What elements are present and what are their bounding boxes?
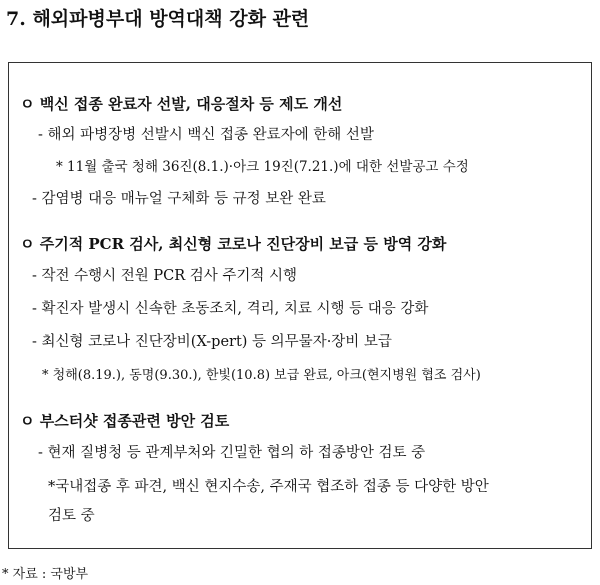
heading-2: ㅇ 주기적 PCR 검사, 최신형 코로나 진단장비 보급 등 방역 강화 bbox=[20, 235, 447, 253]
item: - 작전 수행시 전원 PCR 검사 주기적 시행 bbox=[32, 268, 298, 284]
heading-3: ㅇ 부스터샷 접종관련 방안 검토 bbox=[20, 412, 230, 430]
source-note: * 자료 : 국방부 bbox=[2, 567, 89, 582]
note-continued: 검토 중 bbox=[48, 508, 95, 524]
note: *국내접종 후 파견, 백신 현지수송, 주재국 협조하 접종 등 다양한 방안 bbox=[48, 479, 489, 495]
note: * 청해(8.19.), 동명(9.30.), 한빛(10.8) 보급 완료, 아크(현지병원 협조 검사) bbox=[42, 368, 481, 383]
note: * 11월 출국 청해 36진(8.1.)·아크 19진(7.21.)에 대한 선발공고 수정 bbox=[56, 159, 469, 175]
item: - 현재 질병청 등 관계부처와 긴밀한 협의 하 접종방안 검토 중 bbox=[38, 445, 426, 461]
section-title: 7. 해외파병부대 방역대책 강화 관련 bbox=[6, 8, 310, 30]
item: - 최신형 코로나 진단장비(X-pert) 등 의무물자·장비 보급 bbox=[32, 334, 392, 350]
item: - 해외 파병장병 선발시 백신 접종 완료자에 한해 선발 bbox=[38, 127, 374, 143]
heading-1: ㅇ 백신 접종 완료자 선발, 대응절차 등 제도 개선 bbox=[20, 95, 343, 113]
item: - 확진자 발생시 신속한 초동조치, 격리, 치료 시행 등 대응 강화 bbox=[32, 301, 429, 317]
item: - 감염병 대응 매뉴얼 구체화 등 규정 보완 완료 bbox=[32, 191, 326, 207]
